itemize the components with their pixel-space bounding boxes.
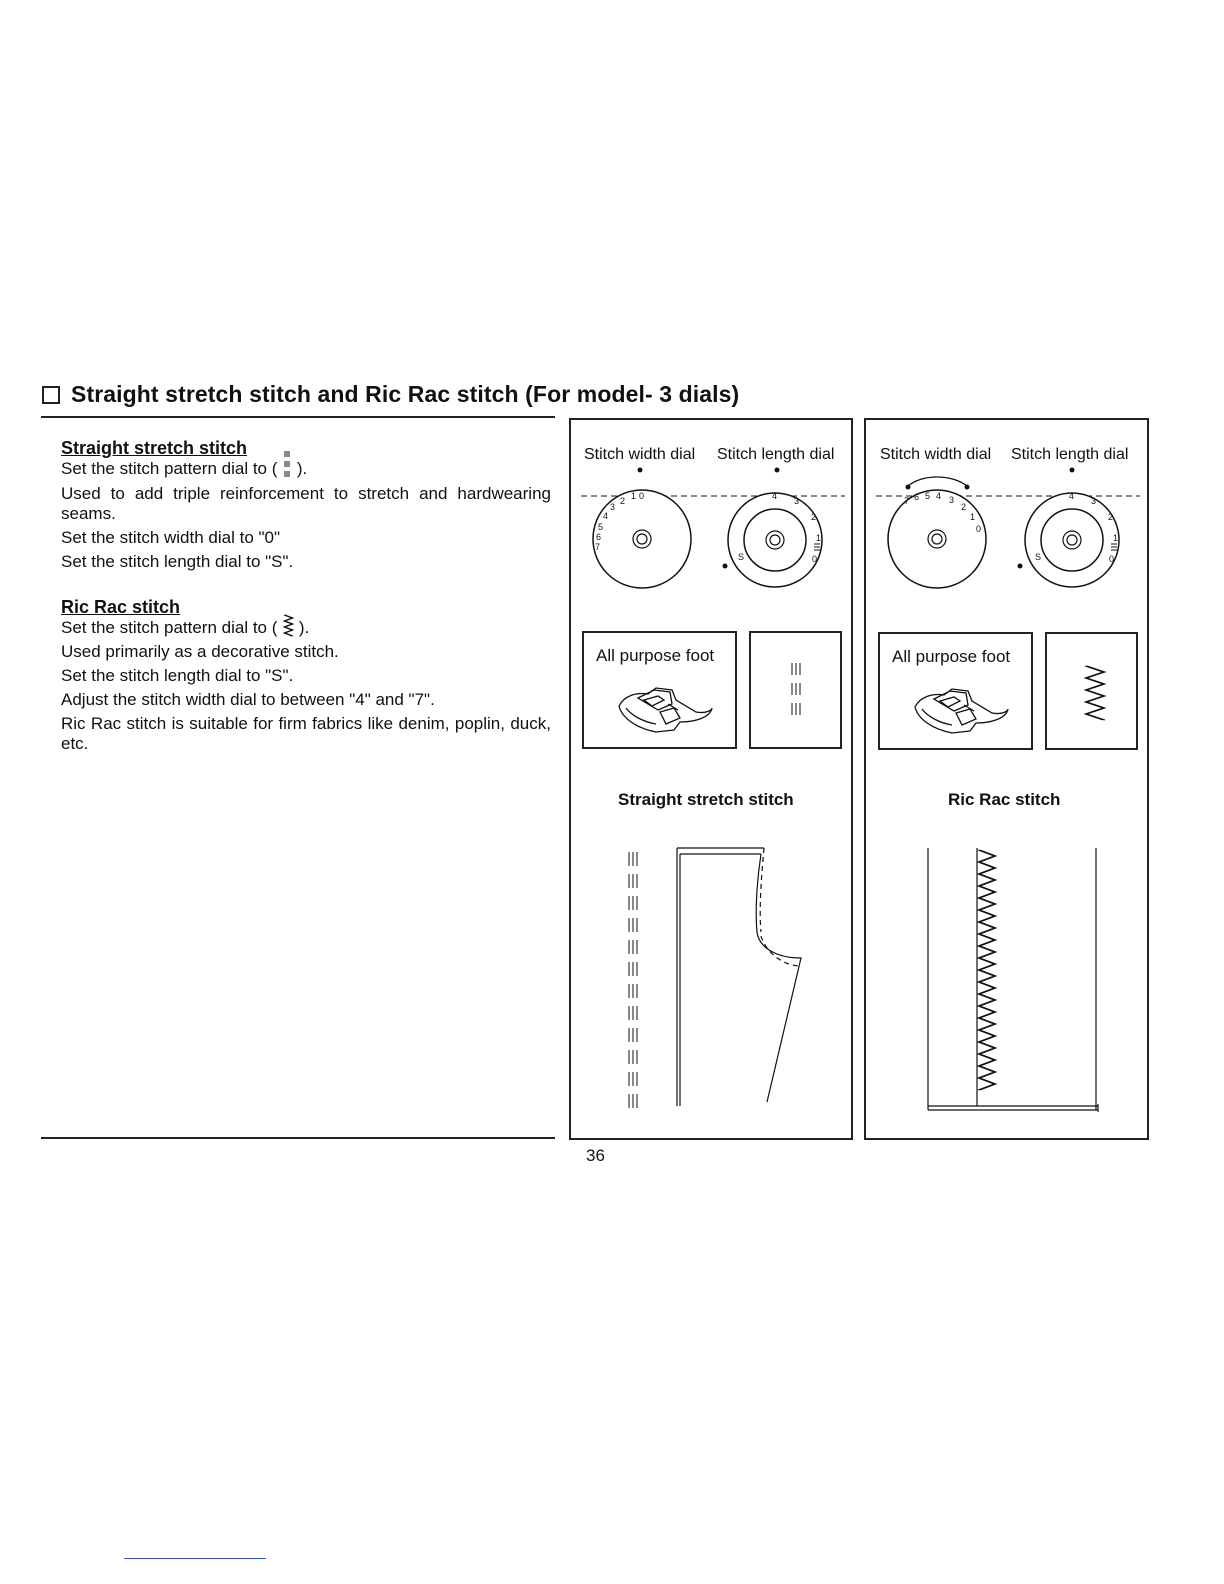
length-dial-number: 1 xyxy=(816,533,822,543)
length-dial-number: 2 xyxy=(1108,512,1114,522)
width-dial-number: 0 xyxy=(639,491,645,501)
instructions-column xyxy=(61,437,551,758)
triple-stitch-pattern-icon xyxy=(789,661,803,721)
ric-rac-heading: Ric Rac stitch xyxy=(61,596,181,617)
ric-rac-stitch-icon xyxy=(282,618,294,638)
stitch-pattern-box xyxy=(749,631,842,749)
straight-stretch-panel xyxy=(569,418,853,1140)
width-dial-number: 0 xyxy=(976,524,982,534)
straight-stretch-section xyxy=(61,437,551,572)
width-dial-number: 4 xyxy=(603,511,609,521)
foot-label: All purpose foot xyxy=(892,647,1011,666)
width-dial-label: Stitch width dial xyxy=(880,446,992,463)
width-dial-number: 7 xyxy=(595,542,601,552)
straight-stretch-heading: Straight stretch stitch xyxy=(61,438,248,458)
width-dial-number: 4 xyxy=(936,491,942,501)
page-title: Straight stretch stitch and Ric Rac stitch (For model- 3 dials) xyxy=(71,381,740,407)
ric-rac-width-setting: Adjust the stitch width dial to between "4" and "7". xyxy=(61,690,435,710)
presser-foot-box xyxy=(582,631,737,749)
width-dial-number: 5 xyxy=(925,491,931,501)
length-dial-number: S xyxy=(738,552,745,562)
dials-illustration xyxy=(866,420,1151,620)
presser-foot-box xyxy=(878,632,1033,750)
ric-rac-pattern-line: Set the stitch pattern dial to ( ). xyxy=(61,618,551,639)
width-dial-number: 2 xyxy=(620,496,626,506)
width-dial-number: 5 xyxy=(598,522,604,532)
straight-stretch-seam-illustration xyxy=(571,840,855,1120)
all-purpose-foot-icon xyxy=(614,678,714,734)
length-dial-number: 3 xyxy=(1091,496,1097,506)
length-dial-label: Stitch length dial xyxy=(1011,446,1129,463)
length-dial-number: 4 xyxy=(1069,491,1075,501)
all-purpose-foot-icon xyxy=(910,679,1010,735)
straight-stretch-pattern-line: Set the stitch pattern dial to ( ). xyxy=(61,459,308,478)
width-dial-number: 1 xyxy=(970,512,976,522)
ric-rac-hem-illustration xyxy=(866,840,1151,1120)
bottom-rule xyxy=(41,1137,555,1139)
title-underline xyxy=(41,416,555,418)
length-dial-number: 0 xyxy=(1109,554,1115,564)
ric-rac-section xyxy=(61,596,551,755)
length-dial-number: 1 xyxy=(1113,533,1119,543)
ric-rac-caption: Ric Rac stitch xyxy=(948,790,1061,809)
stitch-pattern-box xyxy=(1045,632,1138,750)
length-dial-number: S xyxy=(1035,552,1042,562)
length-dial-label: Stitch length dial xyxy=(717,446,835,463)
page-number: 36 xyxy=(586,1146,605,1165)
straight-stretch-usage: Used to add triple reinforcement to stretch and hardwearing seams. xyxy=(61,483,551,523)
length-dial-number: 4 xyxy=(772,491,778,501)
dials-illustration xyxy=(571,420,855,620)
length-dial-number: 3 xyxy=(794,496,800,506)
ric-rac-fabrics: Ric Rac stitch is suitable for firm fabrics like denim, poplin, duck, etc. xyxy=(61,714,551,754)
width-dial-number: 3 xyxy=(610,502,616,512)
footer-line xyxy=(124,1558,266,1559)
triple-stitch-icon xyxy=(282,459,292,480)
foot-label: All purpose foot xyxy=(596,646,715,665)
width-dial-number: 1 xyxy=(631,491,637,501)
width-dial-number: 7 xyxy=(904,496,910,506)
length-dial-number: 2 xyxy=(811,512,817,522)
ric-rac-length-setting: Set the stitch length dial to "S". xyxy=(61,666,294,686)
straight-stretch-width-setting: Set the stitch width dial to "0" xyxy=(61,527,281,547)
length-dial-number: 0 xyxy=(812,554,818,564)
straight-stretch-caption: Straight stretch stitch xyxy=(618,790,794,809)
straight-stretch-length-setting: Set the stitch length dial to "S". xyxy=(61,551,294,571)
ric-rac-usage: Used primarily as a decorative stitch. xyxy=(61,642,339,662)
width-dial-number: 6 xyxy=(596,532,602,542)
ric-rac-panel xyxy=(864,418,1149,1140)
width-dial-number: 6 xyxy=(914,492,920,502)
width-dial-number: 2 xyxy=(961,502,967,512)
width-dial-label: Stitch width dial xyxy=(584,446,696,463)
ric-rac-pattern-icon xyxy=(1083,664,1105,726)
section-checkbox-icon xyxy=(42,386,60,404)
width-dial-number: 3 xyxy=(949,495,955,505)
